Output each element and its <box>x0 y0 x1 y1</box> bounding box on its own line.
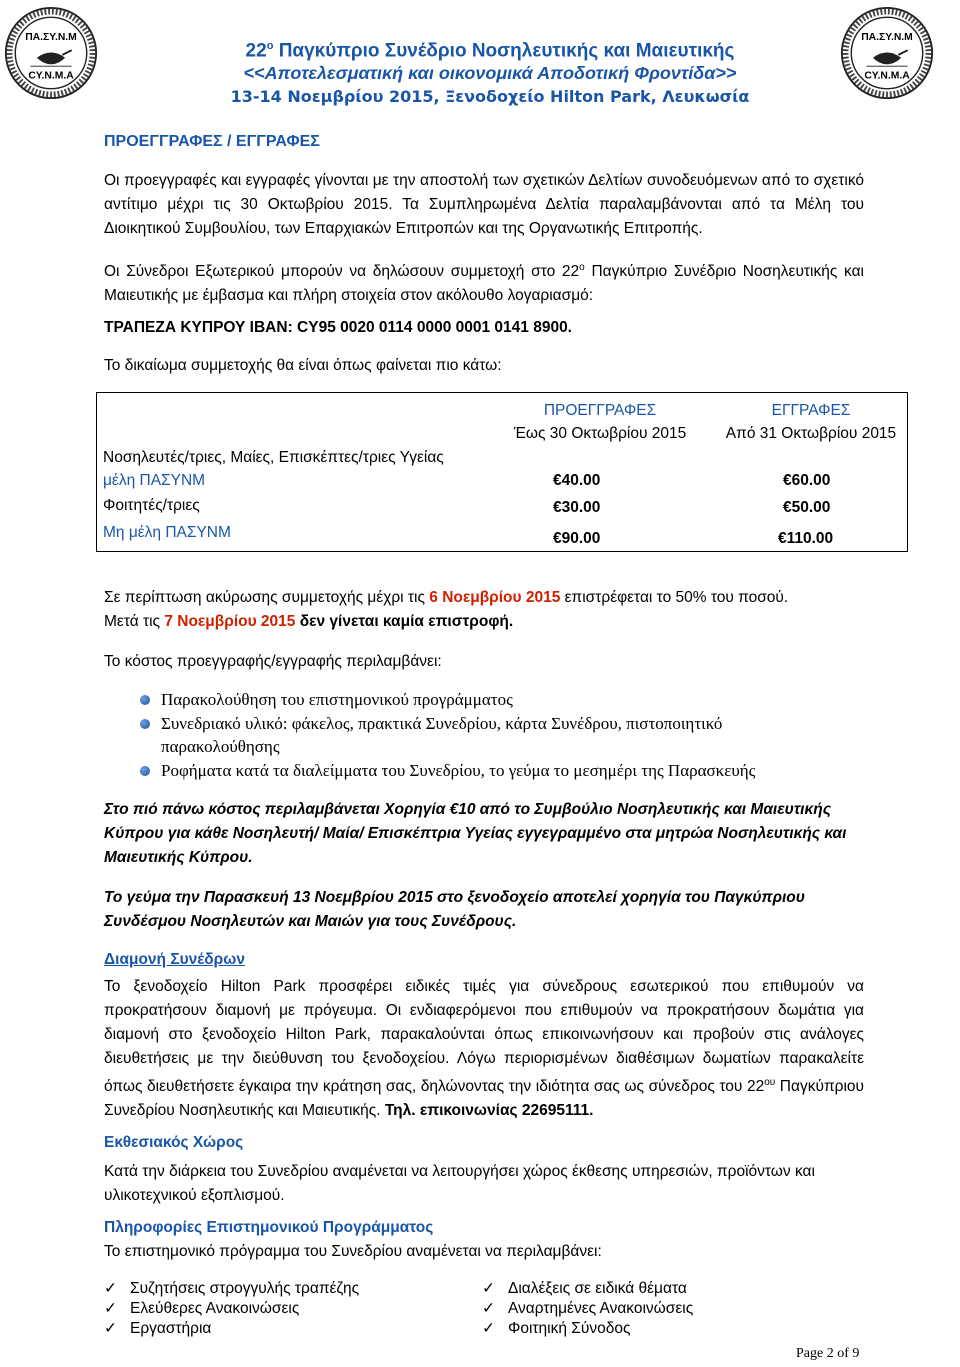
fee-table <box>96 392 908 552</box>
bullet-icon <box>140 695 150 705</box>
checkmark-icon: ✓ <box>482 1300 495 1317</box>
list-item: Συνεδριακό υλικό: φάκελος, πρακτικά Συνεδρίου, κάρτα Συνέδρου, πιστοποιητικό παρακολούθησης <box>128 712 828 758</box>
svg-text:CY.N.M.A: CY.N.M.A <box>28 70 74 82</box>
lunch-note: Το γεύμα την Παρασκευή 13 Νοεμβρίου 2015 στο ξενοδοχείο αποτελεί χορηγία του Παγκύπριου Συνδέσμου Νοσηλευτών και Μαιών για τους Συνέδρους. <box>104 889 805 930</box>
list-item: ✓ Φοιτηική Σύνοδος <box>482 1320 631 1337</box>
list-item: ✓ Αναρτημένες Ανακοινώσεις <box>482 1300 694 1317</box>
cost-intro: Το κόστος προεγγραφής/εγγραφής περιλαμβάνει: <box>104 653 442 670</box>
accommodation-title: Διαμονή Συνέδρων <box>104 951 245 968</box>
accommodation-text: Το ξενοδοχείο Hilton Park προσφέρει ειδικές τιμές για σύνεδρους εσωτερικού που επιθυμούν να προκρατήσουν διαμονή με πρόγευμα. Οι ενδιαφερόμενοι που επιθυμούν να προκρατήσουν δωμάτια για διαμονή στο ξενοδοχείο Hilton Park, παρακαλούνται όπως επικοινωνήσουν και προβούν στις ανάλογες διευθετήσεις με την διεύθυνση του ξενοδοχείου. Λόγω περιορισμένων διαθέσιμων δωματίων παρακαλείτε όπως διευθετήσετε έγκαιρα την κράτηση σας, δηλώνοντας την ιδιότητα σας ως σύνεδρος του $22^{o\upsilon}$ Παγκύπριου Συνεδρίου Νοσηλευτικής και Μαιευτικής. Τηλ. επικοινωνίας 22695111. <box>104 978 864 1120</box>
checkmark-icon: ✓ <box>104 1280 117 1297</box>
preregistration-header: ΠΡΟΕΓΓΡΑΦΕΣ Έως 30 Οκτωβρίου 2015 <box>513 402 687 442</box>
svg-text:ΠΑ.ΣΥ.Ν.Μ: ΠΑ.ΣΥ.Ν.Μ <box>25 31 77 43</box>
bullet-icon <box>140 766 150 776</box>
scientific-program-title: Πληροφορίες Επιστημονικού Προγράμματος <box>104 1219 434 1236</box>
row-nonmembers-label: Μη μέλη ΠΑΣΥΝΜ <box>103 524 231 541</box>
row-students-prereg-price: €30.00 <box>553 499 601 516</box>
scientific-program-intro: Το επιστημονικό πρόγραμμα του Συνεδρίου αναμένεται να περιλαμβάνει: <box>104 1243 602 1260</box>
checkmark-icon: ✓ <box>482 1280 495 1297</box>
svg-text:ΠΑ.ΣΥ.Ν.Μ: ΠΑ.ΣΥ.Ν.Μ <box>861 31 913 43</box>
row-students-reg-price: €50.00 <box>783 499 831 516</box>
list-item: ✓ Συζητήσεις στρογγυλής τραπέζης <box>104 1280 360 1297</box>
row-students-label: Φοιτητές/τριες <box>103 497 200 514</box>
registration-paragraph: Οι προεγγραφές και εγγραφές γίνονται με την αποστολή των σχετικών Δελτίων συνοδευόμενων από το σχετικό αντίτιμο μέχρι τις 30 Οκτωβρίου 2015. Τα Συμπληρωμένα Δελτία παραλαμβάνονται από τα Μέλη του Διοικητικού Συμβουλίου, των Επαρχιακών Επιτροπών και της Οργανωτικής Επιτροπής. <box>104 172 864 237</box>
fee-intro: Το δικαίωμα συμμετοχής θα είναι όπως φαίνεται πιο κάτω: <box>104 357 502 374</box>
registration-header: ΕΓΓΡΑΦΕΣ Από 31 Οκτωβρίου 2015 <box>725 402 897 442</box>
checkmark-icon: ✓ <box>104 1300 117 1317</box>
cancellation-policy: Σε περίπτωση ακύρωσης συμμετοχής μέχρι τις 6 Νοεμβρίου 2015 επιστρέφεται το 50% του ποσού. Μετά τις 7 Νοεμβρίου 2015 δεν γίνεται καμία επιστροφή. <box>104 589 789 630</box>
sponsorship-note: Στο πιό πάνω κόστος περιλαμβάνεται Χορηγία €10 από το Συμβούλιο Νοσηλευτικής και Μαιευτικής Κύπρου για κάθε Νοσηλευτή/ Μαία/ Επισκέπτρια Υγείας εγγεγραμμένο στα μητρώα Νοσηλευτικής και Μαιευτικής Κύπρου. <box>104 801 847 866</box>
list-item: ✓ Διαλέξεις σε ειδικά θέματα <box>482 1280 687 1297</box>
list-item: Παρακολούθηση του επιστημονικού προγράμματος <box>128 688 828 711</box>
program-list-left <box>104 1279 359 1339</box>
pasynm-seal-logo-left <box>4 6 98 100</box>
overseas-paragraph: Οι Σύνεδροι Εξωτερικού μπορούν να δηλώσουν συμμετοχή στο $22^o$ Παγκύπριο Συνέδριο Νοσηλευτικής και Μαιευτικής με έμβασμα και πλήρη στοιχεία στον ακόλουθο λογαριασμό: <box>104 262 864 305</box>
program-list-right <box>482 1279 693 1339</box>
cost-includes-list <box>128 688 828 783</box>
bank-details: ΤΡΑΠΕΖΑ ΚΥΠΡΟΥ IBAN: CY95 0020 0114 0000 0001 0141 8900. <box>104 319 572 336</box>
row-members-prereg-price: €40.00 <box>553 472 601 489</box>
exhibition-title: Εκθεσιακός Χώρος <box>104 1134 244 1151</box>
section-title: ΠΡΟΕΓΓΡΑΦΕΣ / ΕΓΓΡΑΦΕΣ <box>104 133 320 150</box>
page-number: Page 2 of 9 <box>796 1346 860 1361</box>
exhibition-text: Κατά την διάρκεια του Συνεδρίου αναμένεται να λειτουργήσει χώρος έκθεσης υπηρεσιών, προϊόντων και υλικοτεχνικού εξοπλισμού. <box>104 1163 815 1204</box>
list-item: Ροφήματα κατά τα διαλείμματα του Συνεδρίου, το γεύμα το μεσημέρι της Παρασκευής <box>128 759 828 782</box>
bullet-icon <box>140 719 150 729</box>
pasynm-seal-logo-right <box>840 6 934 100</box>
conference-title: $22^o$ Παγκύπριο Συνέδριο Νοσηλευτικής και Μαιευτικής <box>245 40 735 62</box>
conference-dates: 13-14 Νοεμβρίου 2015, Ξενοδοχείο Hilton Park, Λευκωσία <box>230 87 750 106</box>
checkmark-icon: ✓ <box>104 1320 117 1337</box>
conference-subtitle: <<Αποτελεσματική και οικονομικά Αποδοτική Φροντίδα>> <box>243 63 737 83</box>
row-members-label: Νοσηλευτές/τριες, Μαίες, Επισκέπτες/τριες Υγείας μέλη ΠΑΣΥΝΜ <box>103 449 444 489</box>
row-nonmembers-reg-price: €110.00 <box>778 530 834 547</box>
row-members-reg-price: €60.00 <box>783 472 831 489</box>
checkmark-icon: ✓ <box>482 1320 495 1337</box>
list-item: ✓ Ελεύθερες Ανακοινώσεις <box>104 1300 300 1317</box>
list-item: ✓ Εργαστήρια <box>104 1320 212 1337</box>
svg-text:CY.N.M.A: CY.N.M.A <box>864 70 910 82</box>
row-nonmembers-prereg-price: €90.00 <box>553 530 601 547</box>
